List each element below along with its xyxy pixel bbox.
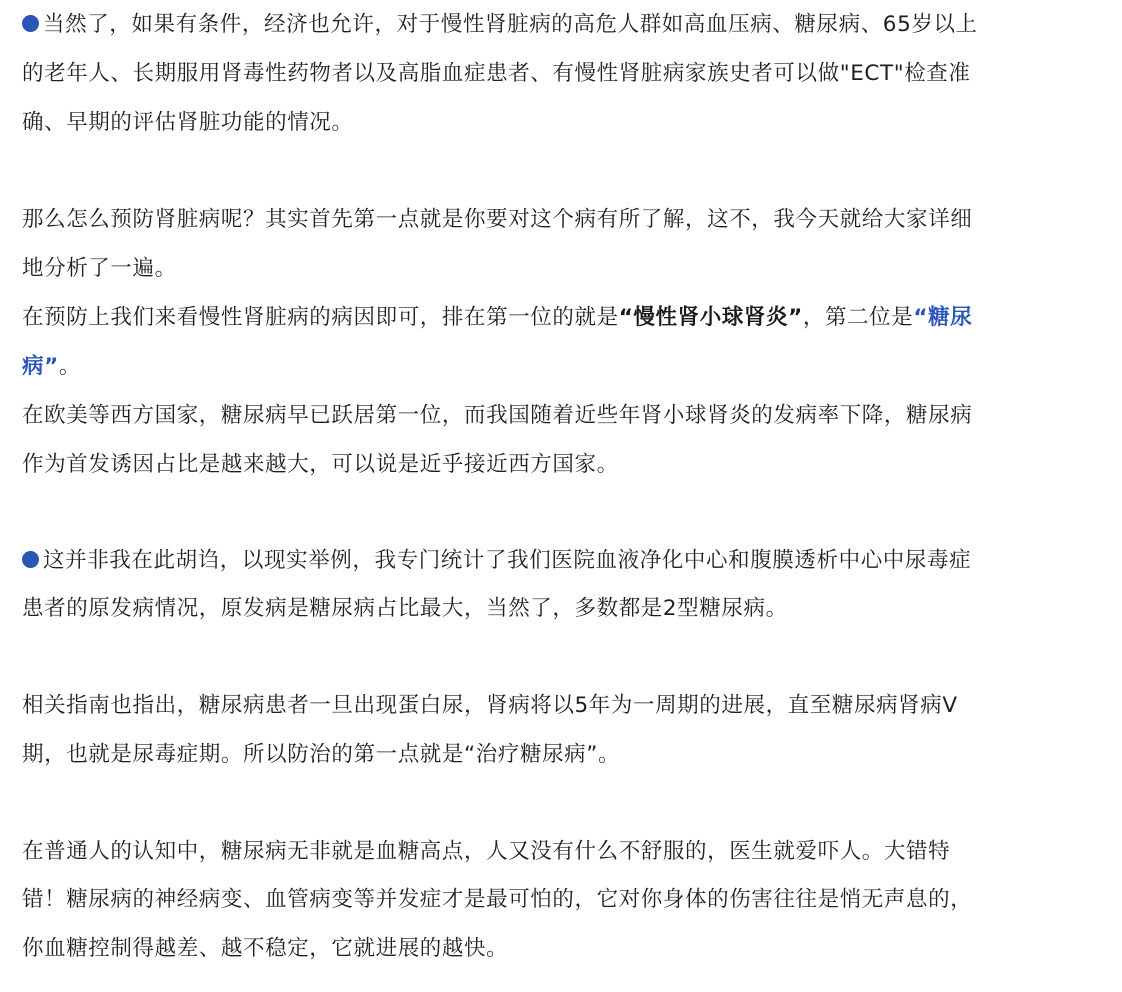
paragraph-2-line-1: 那么怎么预防肾脏病呢？其实首先第一点就是你要对这个病有所了解，这不，我今天就给大家详细: [22, 207, 973, 232]
paragraph-5-line-3: 你血糖控制得越差、越不稳定，它就进展的越快。: [22, 936, 509, 961]
emphasis-cause-second: “糖尿: [913, 305, 973, 330]
line-text: 。: [58, 354, 81, 379]
emphasis-cause-first: “慢性肾小球肾炎”: [618, 305, 803, 330]
line-text: 当然了，如果有条件，经济也允许，对于慢性肾脏病的高危人群如高血压病、糖尿病、65岁以上: [43, 12, 978, 37]
paragraph-3-line-1: [22, 546, 971, 576]
paragraph-2-line-6: 作为首发诱因占比是越来越大，可以说是近乎接近西方国家。: [22, 452, 619, 477]
paragraph-2-line-5: 在欧美等西方国家，糖尿病早已跃居第一位，而我国随着近些年肾小球肾炎的发病率下降，糖尿病: [22, 403, 973, 428]
paragraph-4-line-1: 相关指南也指出，糖尿病患者一旦出现蛋白尿，肾病将以5年为一周期的进展，直至糖尿病肾病V: [22, 693, 958, 718]
paragraph-1-line-2: 的老年人、长期服用肾毒性药物者以及高脂血症患者、有慢性肾脏病家族史者可以做"ECT"检查准: [22, 61, 971, 86]
paragraph-1-line-1: [22, 10, 978, 40]
paragraph-1-line-3: 确、早期的评估肾脏功能的情况。: [22, 110, 354, 135]
paragraph-3-line-2: 患者的原发病情况，原发病是糖尿病占比最大，当然了，多数都是2型糖尿病。: [22, 596, 788, 621]
paragraph-2-line-2: 地分析了一遍。: [22, 256, 177, 281]
bullet-dot-icon: [22, 15, 39, 32]
paragraph-5-line-1: 在普通人的认知中，糖尿病无非就是血糖高点，人又没有什么不舒服的，医生就爱吓人。大错特: [22, 839, 951, 864]
line-text: ，第二位是: [802, 305, 914, 330]
paragraph-2-line-4: [22, 352, 81, 382]
paragraph-5-line-2: 错！糖尿病的神经病变、血管病变等并发症才是最可怕的，它对你身体的伤害往往是悄无声息的，: [22, 887, 973, 912]
paragraph-4-line-2: 期，也就是尿毒症期。所以防治的第一点就是“治疗糖尿病”。: [22, 742, 621, 767]
line-text: 这并非我在此胡诌，以现实举例，我专门统计了我们医院血液净化中心和腹膜透析中心中尿毒症: [43, 548, 972, 573]
bullet-dot-icon: [22, 551, 39, 568]
emphasis-cause-second-cont: 病”: [22, 354, 59, 379]
paragraph-2-line-3: [22, 303, 972, 333]
line-text: 在预防上我们来看慢性肾脏病的病因即可，排在第一位的就是: [22, 305, 619, 330]
